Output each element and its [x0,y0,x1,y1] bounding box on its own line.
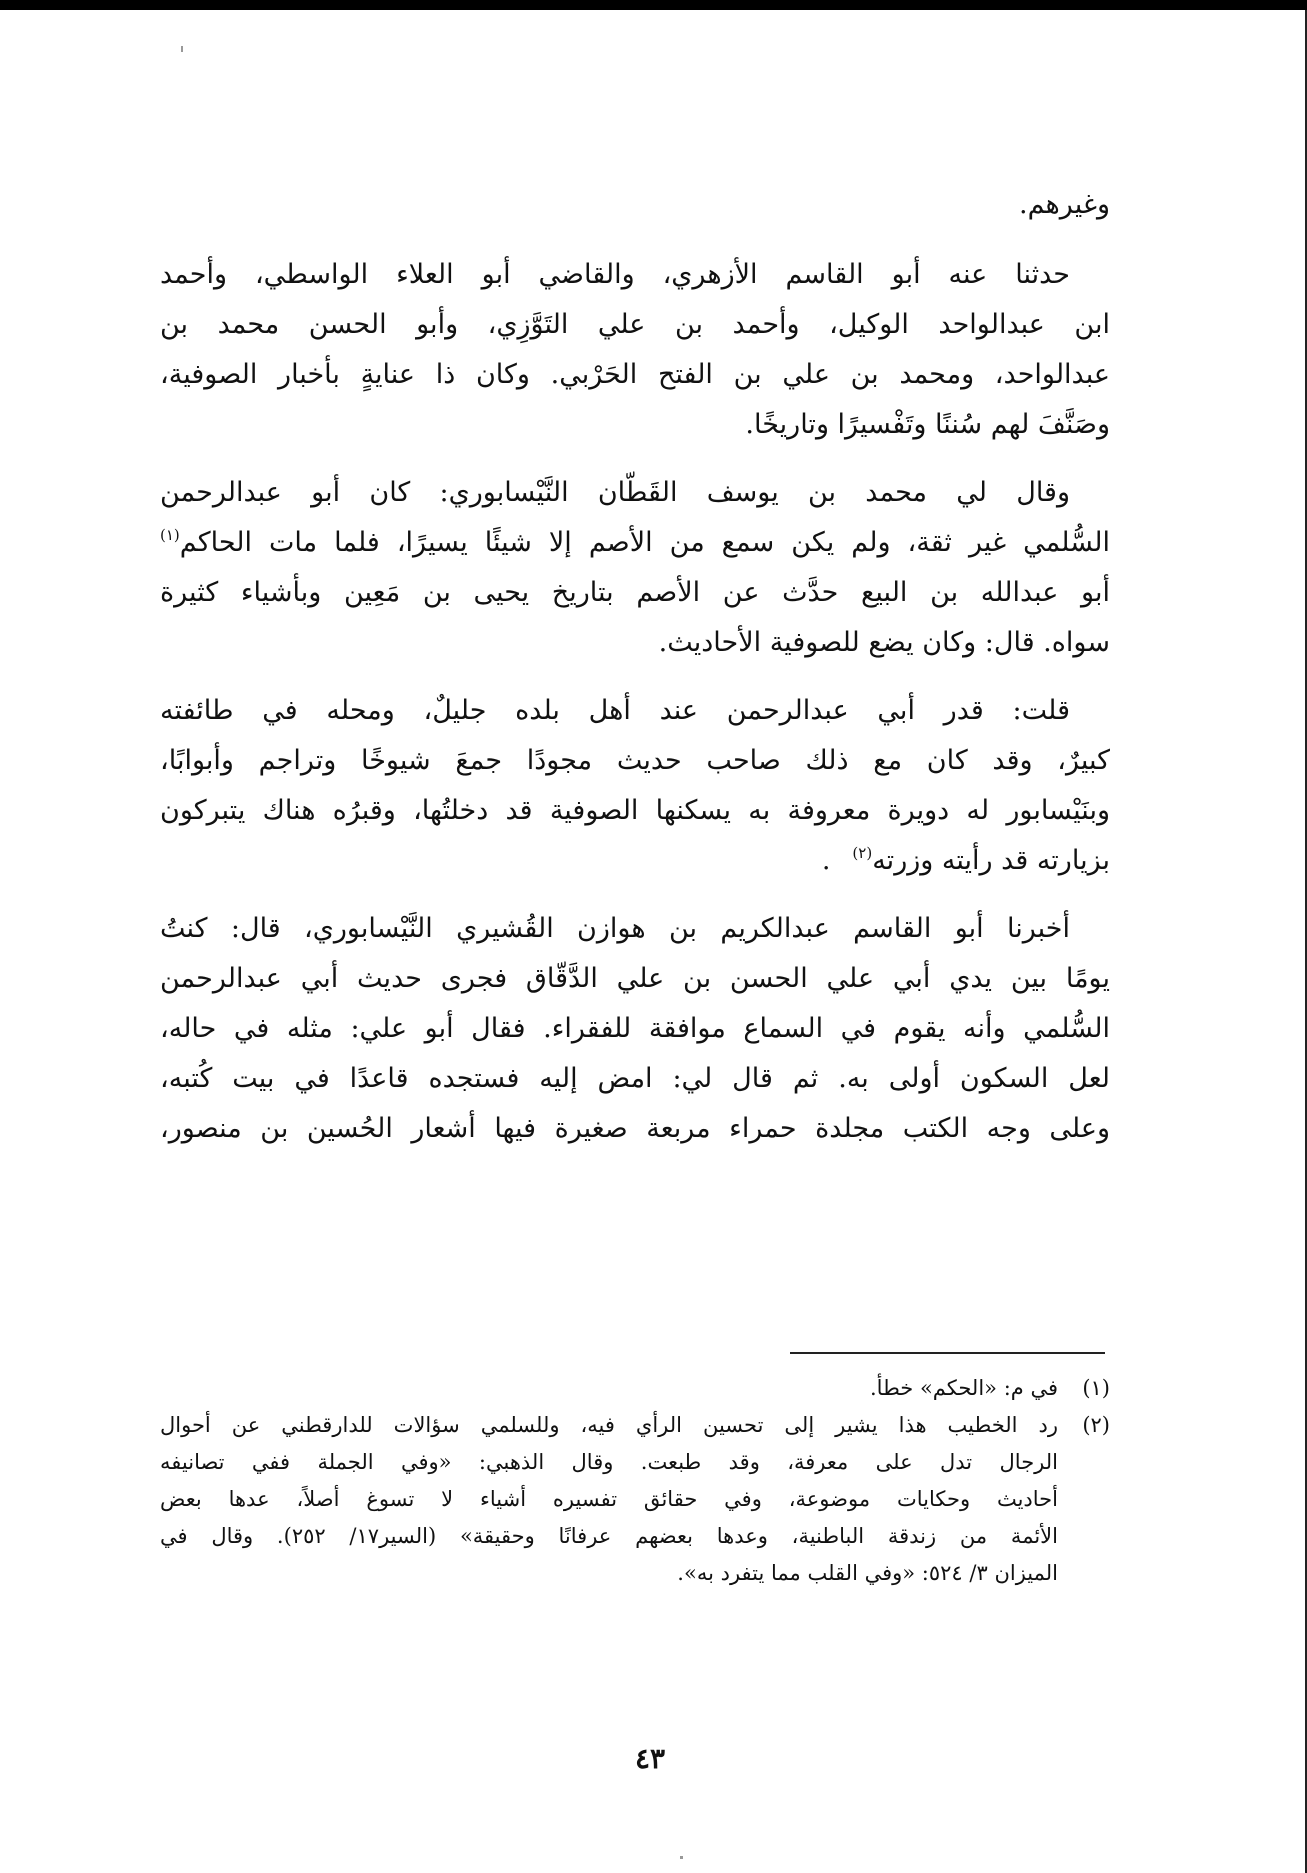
footnote-line: رد الخطيب هذا يشير إلى تحسين الرأي فيه، وللسلمي سؤالات للدارقطني عن أحوال [160,1413,1058,1437]
paragraph-line: أخبرنا أبو القاسم عبدالكريم بن هوازن القُشيري النَّيْسابوري، قال: كنتُ [160,913,1070,944]
scan-top-border [0,0,1307,10]
paragraph-line: سواه. قال: وكان يضع للصوفية الأحاديث. [658,627,1110,658]
footnote-2 [160,1407,1110,1592]
paragraph-line: وقال لي محمد بن يوسف القَطّان النَّيْسابوري: كان أبو عبدالرحمن [160,477,1070,508]
footnote-ref-2[interactable]: (٢) [852,844,873,862]
paragraph-line: قلت: قدر أبي عبدالرحمن عند أهل بلده جليلٌ، ومحله في طائفته [160,695,1070,726]
trailing-period: . [821,845,831,876]
paragraph-2 [160,468,1110,668]
paragraph-line: وصَنَّفَ لهم سُننًا وتَفْسيرًا وتاريخًا. [745,409,1110,440]
footnote-ref-1[interactable]: (١) [160,526,180,544]
footnote-1 [160,1370,1110,1407]
paragraph-1 [160,250,1110,450]
paragraph-line [160,836,1110,886]
footnote-line: الأئمة من زندقة الباطنية، وعدها بعضهم عرفانًا وحقيقة» (السير١٧/ ٢٥٢). وقال في [160,1524,1058,1548]
scan-speck [181,46,183,52]
scan-speck [680,1856,683,1859]
footnote-body [160,1407,1058,1592]
opening-line: وغيرهم. [1019,189,1110,220]
paragraph-line-text: بزيارته قد رأيته وزرته [872,845,1110,876]
paragraph-line: حدثنا عنه أبو القاسم الأزهري، والقاضي أبو العلاء الواسطي، وأحمد [160,259,1070,290]
footnote-separator [790,1352,1105,1354]
footnote-line: أحاديث وحكايات موضوعة، وفي حقائق تفسيره أشياء لا تسوغ أصلاً، عدها بعض [160,1487,1058,1511]
paragraph-line: وبنَيْسابور له دويرة معروفة به يسكنها الصوفية قد دخلتُها، وقبرُه هناك يتبركون [160,795,1110,826]
paragraph-line: ابن عبدالواحد الوكيل، وأحمد بن علي التَوَّزِي، وأبو الحسن محمد بن [160,309,1110,340]
footnote-number: (١) [1082,1376,1110,1400]
paragraph-line: أبو عبدالله بن البيع حدَّث عن الأصم بتاريخ يحيى بن مَعِين وبأشياء كثيرة [160,577,1110,608]
footnote-line: الرجال تدل على معرفة، وقد طبعت. وقال الذهبي: «وفي الجملة ففي تصانيفه [160,1450,1058,1474]
page-number: ٤٣ [634,1742,666,1775]
paragraph-line: عبدالواحد، ومحمد بن علي بن الفتح الحَرْبي. وكان ذا عنايةٍ بأخبار الصوفية، [160,359,1110,390]
paragraph-3 [160,686,1110,886]
paragraph-line: كبيرٌ، وقد كان مع ذلك صاحب حديث مجودًا جمعَ شيوخًا وتراجم وأبوابًا، [160,745,1110,776]
footnote-body [160,1370,1058,1407]
footnote-number: (٢) [1082,1413,1110,1437]
page-body [160,180,1110,1172]
paragraph-line: لعل السكون أولى به. ثم قال لي: امض إليه فستجده قاعدًا في بيت كُتبه، [160,1063,1110,1094]
paragraph-line: وعلى وجه الكتب مجلدة حمراء مربعة صغيرة فيها أشعار الحُسين بن منصور، [160,1113,1110,1144]
paragraph-4 [160,904,1110,1154]
paragraph-line: السُّلمي وأنه يقوم في السماع موافقة للفقراء. فقال أبو علي: مثله في حاله، [160,1013,1110,1044]
footnotes-section [160,1370,1110,1592]
footnote-line: في م: «الحكم» خطأ. [870,1376,1058,1400]
paragraph-line-text: السُّلمي غير ثقة، ولم يكن سمع من الأصم إلا شيئًا يسيرًا، فلما مات الحاكم [179,527,1110,558]
paragraph-line [160,518,1110,568]
paragraph-line: يومًا بين يدي أبي علي الحسن بن علي الدَّقّاق فجرى حديث أبي عبدالرحمن [160,963,1110,994]
footnote-line: الميزان ٣/ ٥٢٤: «وفي القلب مما يتفرد به». [677,1561,1058,1585]
